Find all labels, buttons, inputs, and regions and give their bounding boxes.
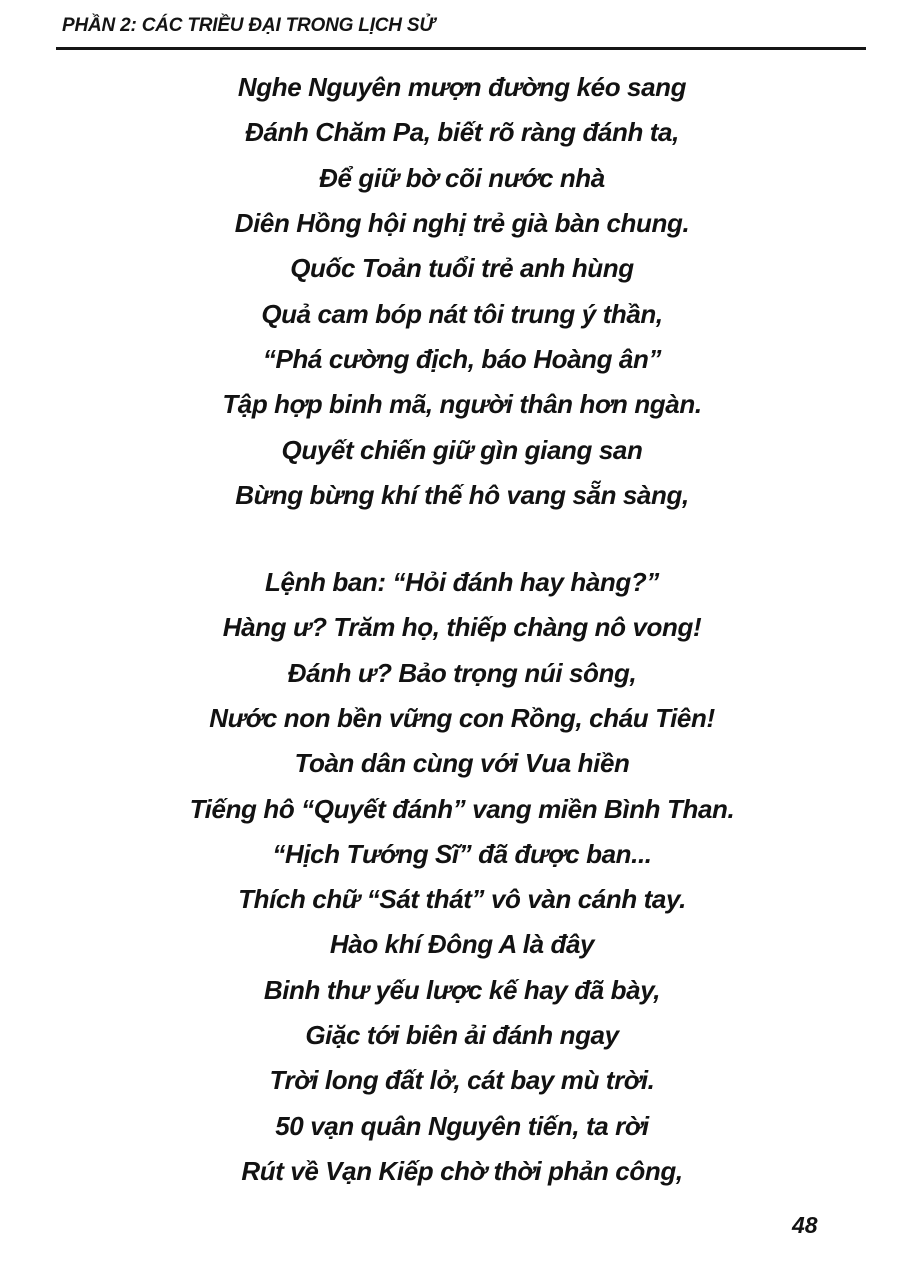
stanza [24,560,900,1194]
poem-line: Quyết chiến giữ gìn giang san [281,434,643,465]
poem-line: Thích chữ “Sát thát” vô vàn cánh tay. [238,884,686,915]
poem-line: Giặc tới biên ải đánh ngay [305,1020,619,1051]
poem-line: Hàng ư? Trăm họ, thiếp chàng nô vong! [222,612,702,643]
poem-line: Đánh Chăm Pa, biết rõ ràng đánh ta, [245,117,679,148]
poem-line: Hào khí Đông A là đây [329,929,595,960]
page-number: 48 [792,1212,818,1238]
poem-line: Lệnh ban: “Hỏi đánh hay hàng?” [265,567,659,598]
poem-line: Tập hợp binh mã, người thân hơn ngàn. [222,389,702,420]
poem-line: Nghe Nguyên mượn đường kéo sang [237,72,687,103]
poem-line: 50 vạn quân Nguyên tiến, ta rời [275,1110,649,1141]
poem-line: “Phá cường địch, báo Hoàng ân” [262,343,662,374]
poem-line: Trời long đất lở, cát bay mù trời. [269,1065,655,1096]
stanza [24,65,900,518]
poem-line: Để giữ bờ cõi nước nhà [319,162,605,193]
poem [0,65,900,1194]
header-divider [56,47,866,50]
poem-line: Diên Hồng hội nghị trẻ già bàn chung. [234,208,690,239]
running-header: PHẦN 2: CÁC TRIỀU ĐẠI TRONG LỊCH SỬ [62,15,435,36]
poem-line: Quả cam bóp nát tôi trung ý thần, [261,298,663,329]
poem-line: Binh thư yếu lược kế hay đã bày, [263,974,661,1005]
poem-line: Tiếng hô “Quyết đánh” vang miền Bình Than. [189,793,735,824]
poem-line: Rút về Vạn Kiếp chờ thời phản công, [241,1155,683,1186]
poem-line: Đánh ư? Bảo trọng núi sông, [287,657,637,688]
poem-line: Nước non bền vững con Rồng, cháu Tiên! [209,703,715,733]
poem-line: Bừng bừng khí thế hô vang sẵn sàng, [235,479,689,510]
poem-line: “Hịch Tướng Sĩ” đã được ban... [272,838,652,869]
poem-line: Toàn dân cùng với Vua hiền [294,748,630,779]
poem-line: Quốc Toản tuổi trẻ anh hùng [290,253,634,284]
